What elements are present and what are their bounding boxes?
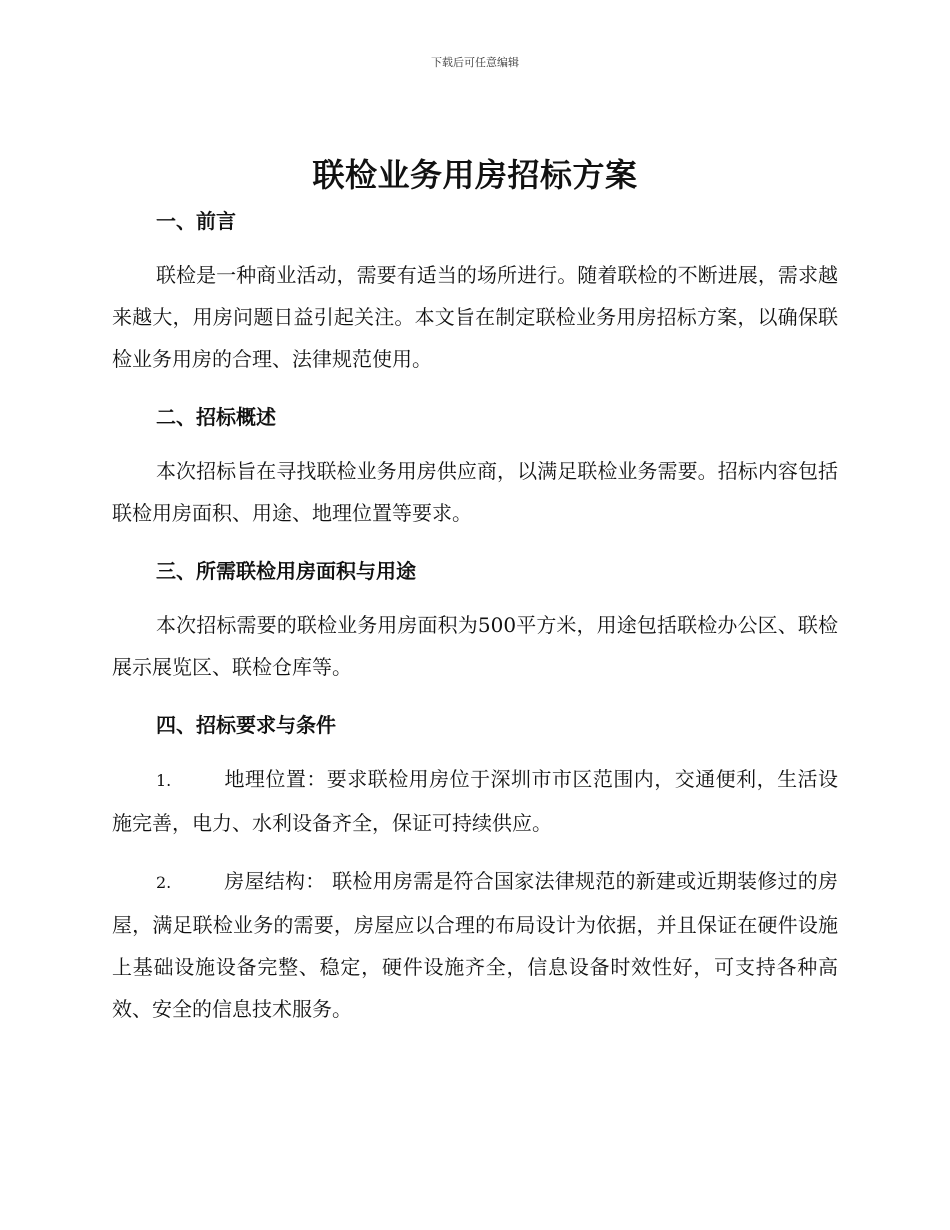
section-heading-overview: 二、招标概述 [156, 405, 276, 429]
list-item-text: 房屋结构： 联检用房需是符合国家法律规范的新建或近期装修过的房屋，满足联检业务的需要，房屋应以合理的布局设计为依据，并且保证在硬件设施上基础设施设备完整、稳定，硬件设施齐全，信息设备时效性好，可支持各种高效、安全的信息技术服务。 [112, 869, 838, 1021]
document-body [112, 200, 838, 1030]
header-note: 下载后可任意编辑 [431, 56, 519, 69]
list-item-number: 2. [156, 873, 172, 892]
section-heading-preface: 一、前言 [156, 209, 236, 233]
section-paragraph-preface: 联检是一种商业活动，需要有适当的场所进行。随着联检的不断进展，需求越来越大，用房问题日益引起关注。本文旨在制定联检业务用房招标方案，以确保联检业务用房的合理、法律规范使用。 [112, 263, 838, 371]
section-paragraph-area-usage: 本次招标需要的联检业务用房面积为500平方米，用途包括联检办公区、联检展示展览区、联检仓库等。 [112, 613, 838, 679]
list-item-text: 地理位置：要求联检用房位于深圳市市区范围内，交通便利，生活设施完善，电力、水利设备齐全，保证可持续供应。 [112, 767, 838, 835]
section-heading-requirements: 四、招标要求与条件 [156, 713, 336, 737]
section-heading-area-usage: 三、所需联检用房面积与用途 [156, 559, 416, 583]
list-item [112, 758, 838, 844]
section-paragraph-overview: 本次招标旨在寻找联检业务用房供应商，以满足联检业务需要。招标内容包括联检用房面积、用途、地理位置等要求。 [112, 459, 838, 525]
document-title: 联检业务用房招标方案 [312, 156, 638, 194]
list-item-number: 1. [156, 771, 172, 790]
list-item [112, 860, 838, 1030]
